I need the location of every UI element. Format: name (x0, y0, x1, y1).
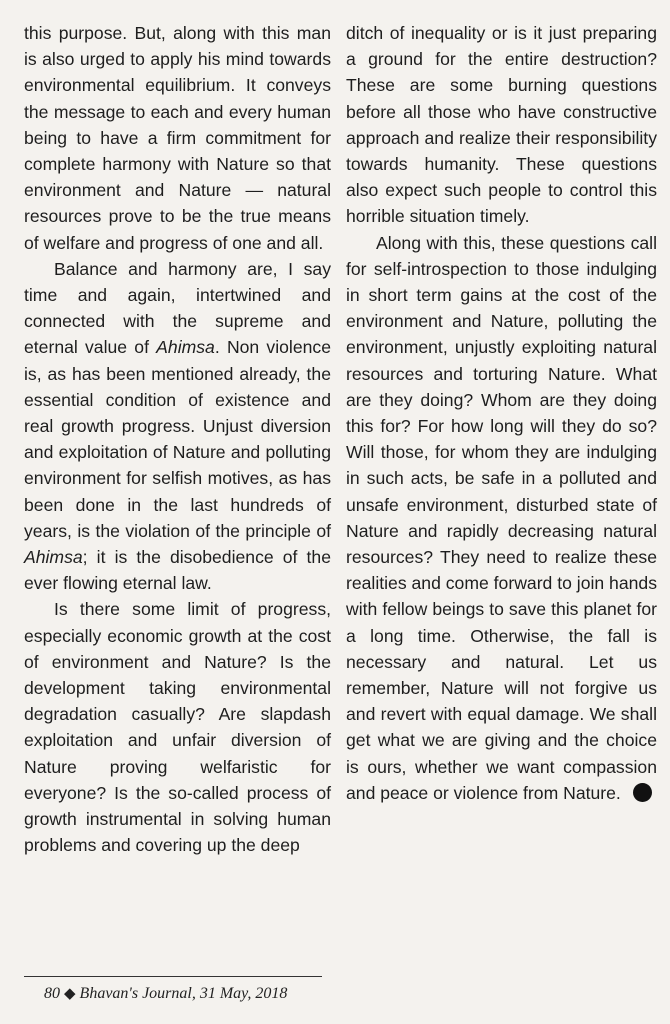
paragraph (24, 256, 331, 597)
left-column (24, 20, 331, 859)
end-of-article-bullet-icon (633, 783, 652, 802)
paragraph: Is there some limit of progress, especially economic growth at the cost of environment and Nature? Is the development taking environmental degradation casually? Are slapdash exploitation and unfair diversion of Nature proving welfaristic for everyone? Is the so-called process of growth instrumental in solving human problems and covering up the deep (24, 599, 331, 856)
text-run: ; it is the disobedience of the ever flowing eternal law. (24, 547, 331, 594)
emphasis-term: Ahimsa (156, 337, 215, 358)
paragraph (346, 230, 657, 806)
emphasis-term: Ahimsa (24, 547, 83, 568)
text-run: Along with this, these questions call for self-introspection to those indulging in short term gains at the cost of the environment and Nature, polluting the environment, unjustly exploiting natural resources and torturing Nature. What are they doing? Whom are they doing this for? For how long will they do so? Will those, for whom they are indulging in such acts, be safe in a polluted and unsafe environment, disturbed state of Nature and rapidly decreasing natural resources? They need to realize these realities and come forward to join hands with fellow beings to save this planet for a long time. Otherwise, the fall is necessary and natural. Let us remember, Nature will not forgive us and revert with equal damage. We shall get what we are giving and the choice is ours, whether we want compassion and peace or violence from Nature. (346, 232, 657, 803)
text-run: Balance and harmony are, I say time and again, intertwined and connected with the supreme and eternal value of (24, 258, 331, 358)
journal-name-date: Bhavan's Journal, 31 May, 2018 (79, 985, 288, 1002)
paragraph: ditch of inequality or is it just preparing a ground for the entire destruction? These are some burning questions before all those who have constructive approach and realize their responsibility towards humanity. These questions also expect such people to control this horrible situation timely. (346, 23, 657, 227)
diamond-icon: ◆ (64, 986, 76, 1002)
page-number: 80 (44, 985, 60, 1002)
text-run: . Non violence is, as has been mentioned already, the essential condition of existence and real growth progress. Unjust diversion and exploitation of Nature and polluting environment for selfish motives, as has been done in the last hundreds of years, is the violation of the principle of (24, 337, 331, 541)
right-column (346, 20, 657, 806)
footer-rule (24, 976, 322, 977)
page-footer (44, 984, 287, 1003)
paragraph: this purpose. But, along with this man is also urged to apply his mind towards environmental equilibrium. It conveys the message to each and every human being to have a firm commitment for complete harmony with Nature so that environment and Nature — natural resources prove to be the true means of welfare and progress of one and all. (24, 23, 331, 253)
